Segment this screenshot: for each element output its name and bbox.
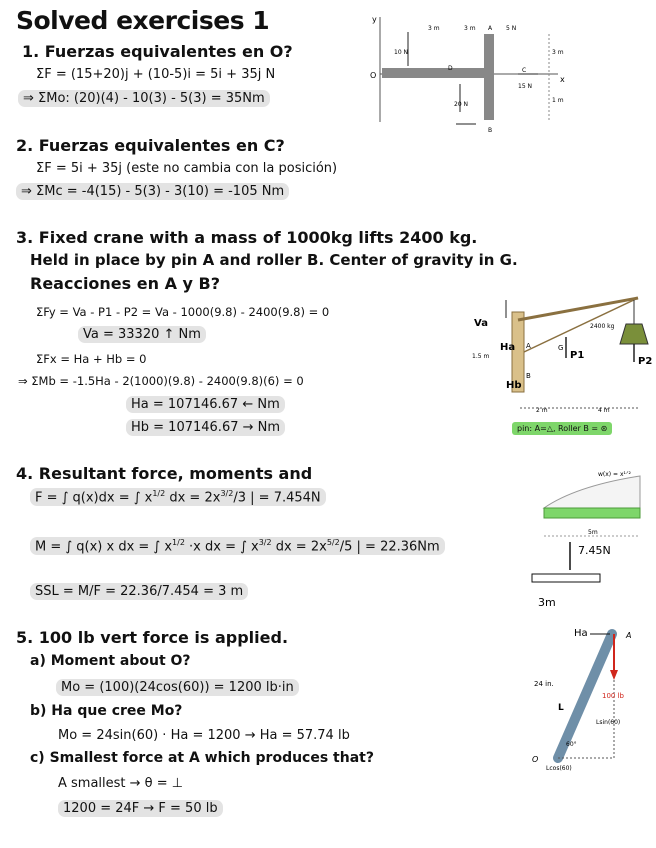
- ex5-heading: 5. 100 lb vert force is applied.: [16, 628, 289, 647]
- ex1-b: B: [488, 127, 493, 134]
- ex4-line1: F = ∫ q(x)dx = ∫ $x^{1/2}$ dx = $2x^{3/2}/3$ | = 7.454N: [30, 488, 326, 506]
- ex4-l1f: |: [250, 490, 255, 506]
- ex5-line1: Mo = (100)(24cos(60)) = 1200 lb·in: [56, 679, 299, 696]
- ex2-heading: 2. Fuerzas equivalentes en C?: [16, 136, 285, 155]
- ex1-line2: ⇒ ΣMo: (20)(4) - 10(3) - 5(3) = 35Nm: [18, 90, 270, 107]
- ex5-angle-label: 60°: [566, 741, 577, 748]
- crane-boom: [518, 298, 638, 320]
- ex4-beam-sketch: [532, 574, 600, 582]
- ex5-b: b) Ha que cree Mo?: [30, 703, 183, 719]
- ex4-load-label: w(x) = x¹ᐟ²: [598, 471, 631, 478]
- ex5-cos-label: Lcos(60): [546, 765, 572, 772]
- ex5-sin-label: Lsin(60): [596, 719, 621, 726]
- ex1-post: [484, 34, 494, 120]
- ex5-line3: A smallest → θ = ⊥: [58, 776, 184, 791]
- ex5-lever-figure: [526, 618, 652, 774]
- ex5-o-label: O: [532, 755, 539, 764]
- ex4-dist-label: 3m: [538, 596, 556, 609]
- ex4-l2f: 5: [344, 539, 353, 555]
- ex1-d3: 1 m: [552, 97, 564, 104]
- ex3-heading2: Held in place by pin A and roller B. Center of gravity in G.: [30, 251, 518, 269]
- ex3-legend: pin: A=△, Roller B = ⊛: [512, 422, 612, 435]
- crane-h-label: 1.5 m: [472, 353, 490, 360]
- ex2-line1: ΣF = 5i + 35j (este no cambia con la posición): [36, 161, 338, 176]
- ha-label: Ha: [500, 342, 516, 353]
- crane-mass-label: 2400 kg: [590, 323, 615, 330]
- ex3-line4: ⇒ ΣMb = -1.5Ha - 2(1000)(9.8) - 2400(9.8)(6) = 0: [18, 374, 304, 388]
- ex1-f1: 5 N: [506, 25, 517, 32]
- ex1-beam: [382, 68, 492, 78]
- ex5-line2: Mo = 24sin(60) · Ha = 1200 → Ha = 57.74 lb: [58, 728, 350, 743]
- ex4-l2g: |: [356, 539, 361, 555]
- ex1-figure: [368, 12, 578, 136]
- ex4-line3: SSL = M/F = 22.36/7.454 = 3 m: [30, 583, 248, 600]
- ex5-force-label: 100 lb: [602, 692, 624, 700]
- ex3-line5: Ha = 107146.67 ← Nm: [126, 396, 285, 413]
- ex5-ha-label: Ha: [574, 628, 588, 639]
- ex4-l2d: 2x: [310, 539, 327, 555]
- ex4-l1e: 3: [237, 490, 246, 506]
- p1-label: P1: [570, 350, 585, 361]
- ex1-f4: 20 N: [454, 101, 469, 108]
- crane-d2-label: 2 m: [536, 407, 548, 414]
- crane-load: [620, 324, 648, 344]
- hb-label: Hb: [506, 380, 522, 391]
- ex1-d: D: [448, 65, 453, 72]
- ex1-heading: 1. Fuerzas equivalentes en O?: [22, 42, 293, 61]
- ex4-load-curve: [544, 476, 640, 508]
- crane-a-label: A: [526, 342, 531, 350]
- ex4-l2h: = 22.36Nm: [365, 539, 440, 555]
- ex1-d4: 3 m: [552, 49, 564, 56]
- ex3-line2: Va = 33320 ↑ Nm: [78, 326, 206, 343]
- ex1-x-label: x: [560, 75, 565, 84]
- ex4-res-label: 7.45N: [578, 544, 611, 557]
- ex4-beam: [544, 508, 640, 518]
- crane-d4-label: 4 m: [598, 407, 610, 414]
- ex4-figure: [536, 462, 648, 610]
- ex4-l1g: = 7.454N: [258, 490, 321, 506]
- ex2-line2: ⇒ ΣMc = -4(15) - 5(3) - 3(10) = -105 Nm: [16, 183, 289, 200]
- ex1-y-label: y: [372, 15, 377, 24]
- ex4-heading: 4. Resultant force, moments and: [16, 464, 313, 483]
- ex4-line2: M = ∫ q(x) x dx = ∫ $x^{1/2} \cdot x$ dx = ∫ $x^{3/2}$ dx = $2x^{5/2}/5$ | = 22.36Nm: [30, 537, 445, 555]
- ex5-len-label: 24 in.: [534, 680, 554, 688]
- ex5-c: c) Smallest force at A which produces that?: [30, 750, 374, 766]
- ex1-d1: 3 m: [428, 25, 440, 32]
- ex3-heading3: Reacciones en A y B?: [30, 274, 220, 293]
- ex4-l1b: dx =: [169, 490, 201, 506]
- crane-b-label: B: [526, 372, 531, 380]
- p2-label: P2: [638, 356, 653, 367]
- ex3-line6: Hb = 107146.67 → Nm: [126, 419, 285, 436]
- ex1-c: C: [522, 67, 527, 74]
- va-label: Va: [474, 318, 488, 329]
- ex5-a: a) Moment about O?: [30, 653, 191, 669]
- ex4-l2b: ·x dx = ∫ x: [189, 539, 259, 555]
- ex4-l1a: F = ∫ q(x)dx = ∫ x: [35, 490, 153, 506]
- ex4-l2a: M = ∫ q(x) x dx = ∫ x: [35, 539, 173, 555]
- ex3-crane-figure: [470, 292, 653, 418]
- ex1-o-label: O: [370, 71, 377, 80]
- ex4-l2c: dx =: [275, 539, 307, 555]
- ex3-line3: ΣFx = Ha + Hb = 0: [36, 352, 147, 366]
- ex1-f2: 10 N: [394, 49, 409, 56]
- ex3-heading1: 3. Fixed crane with a mass of 1000kg lifts 2400 kg.: [16, 228, 478, 247]
- ex4-l2e: 5/2: [326, 538, 340, 547]
- ex4-len-label: 5m: [588, 529, 598, 536]
- ex3-line1: ΣFy = Va - P1 - P2 = Va - 1000(9.8) - 2400(9.8) = 0: [36, 305, 330, 319]
- ex1-line1: ΣF = (15+20)j + (10-5)i = 5i + 35j N: [36, 67, 276, 82]
- ex1-d2: 3 m: [464, 25, 476, 32]
- ex1-a: A: [488, 25, 493, 32]
- ex5-line4: 1200 = 24F → F = 50 lb: [58, 800, 223, 817]
- ex4-l1d: 3/2: [220, 489, 234, 498]
- ex1-f3: 15 N: [518, 83, 533, 90]
- ex5-force-head: [610, 670, 618, 680]
- page-title: Solved exercises 1: [16, 6, 270, 35]
- ex5-l-label: L: [558, 703, 564, 713]
- ex5-a-label: A: [626, 631, 632, 640]
- crane-g-label: G: [558, 344, 564, 352]
- ex4-l1c: 2x: [204, 490, 221, 506]
